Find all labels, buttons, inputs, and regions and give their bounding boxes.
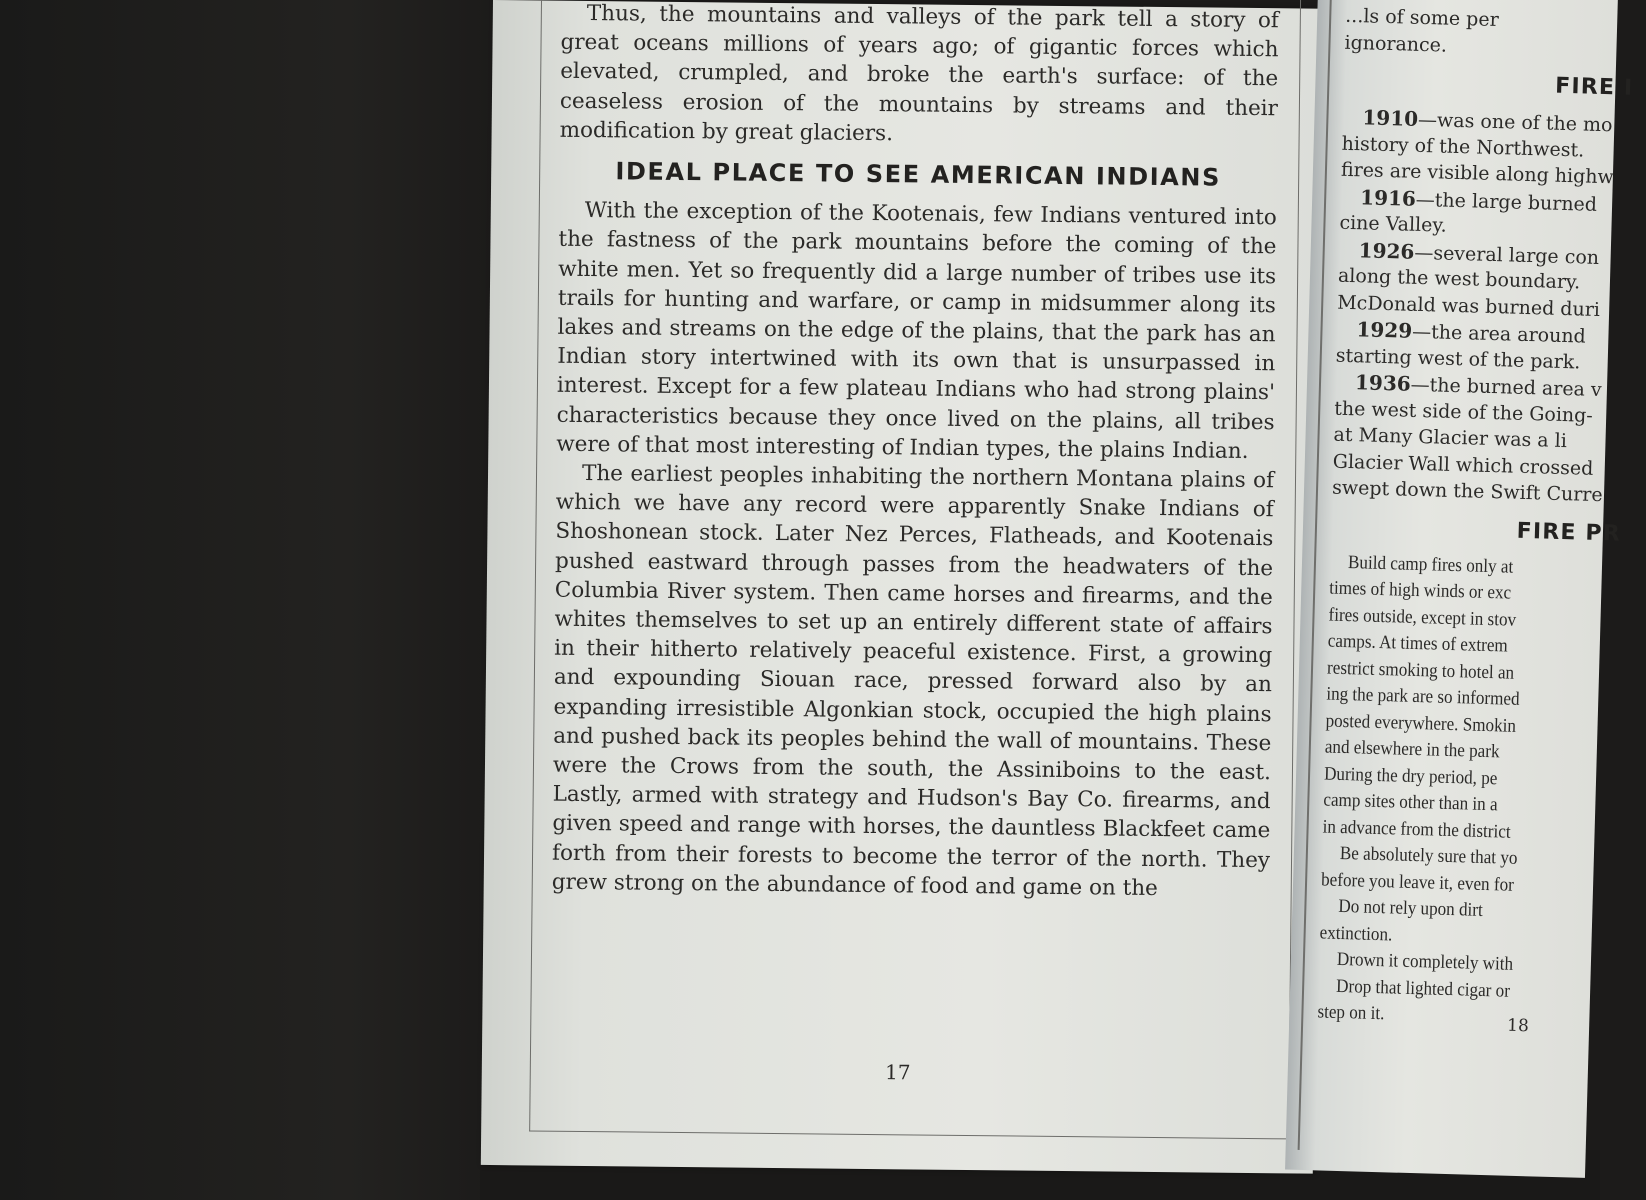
fire-prevention-line: Drop that lighted cigar or bbox=[1335, 975, 1511, 1002]
fire-prevention-line: in advance from the district bbox=[1322, 815, 1511, 843]
fire-prevention-line: camp sites other than in a bbox=[1323, 789, 1498, 816]
fire-history-text: —was one of the mo bbox=[1417, 108, 1613, 137]
fire-history-text: McDonald was burned duri bbox=[1336, 291, 1601, 321]
paragraph-indians-1: With the exception of the Kootenais, few Indians ventured into the fastness of the park mountains before the coming of the white men. Yet so frequently did a large number of tribes use its trails for hunting and warfare, or camp in midsummer along its lakes and streams on the edge of the plains, that the park has an Indian story intertwined with its own that is unsurpassed in interest. Except for a few plateau Indians who had strong plains' characteristics because they once lived on the plains, all tribes were of that most interesting of Indian types, the plains Indian. bbox=[556, 198, 1277, 464]
fire-prevention-line: camps. At times of extrem bbox=[1327, 630, 1509, 657]
section-heading: IDEAL PLACE TO SEE AMERICAN INDIANS bbox=[615, 157, 1222, 192]
intro-paragraph: Thus, the mountains and valleys of the park tell a story of great oceans millions of years ago; of gigantic forces which elevated, crumpled, and broke the earth's surface: of the ceaseless erosion of the mountains by streams and their modification by great glaciers. bbox=[559, 0, 1279, 147]
fire-history-text: —the area around bbox=[1411, 320, 1587, 348]
right-top-line: ...ls of some per bbox=[1344, 4, 1500, 32]
fire-year: 1929 bbox=[1356, 317, 1413, 343]
fire-prevention-list bbox=[1317, 549, 1630, 1034]
fire-history-text: history of the Northwest. bbox=[1341, 132, 1585, 161]
fire-history-text: cine Valley. bbox=[1339, 211, 1447, 237]
fire-year: 1936 bbox=[1354, 370, 1412, 396]
right-top-line: ignorance. bbox=[1344, 31, 1448, 57]
right-text-column bbox=[1317, 3, 1645, 1034]
left-page bbox=[481, 0, 1325, 1174]
text-column bbox=[552, 0, 1279, 904]
fire-year: 1916 bbox=[1359, 184, 1417, 211]
fire-history-text: the west side of the Going- bbox=[1334, 397, 1594, 427]
right-page bbox=[1285, 0, 1634, 1178]
fire-prevention-line: times of high winds or exc bbox=[1329, 577, 1512, 604]
fire-history-text: along the west boundary. bbox=[1337, 264, 1581, 294]
fire-history-text: —the large burned bbox=[1415, 188, 1598, 216]
fire-prevention-line: posted everywhere. Smokin bbox=[1325, 710, 1517, 737]
fire-history-text: swept down the Swift Curre bbox=[1331, 476, 1603, 507]
fire-prevention-line: restrict smoking to hotel an bbox=[1326, 657, 1515, 684]
fire-prevention-heading: FIRE PR bbox=[1516, 518, 1622, 547]
fire-prevention-line: before you leave it, even for bbox=[1320, 868, 1515, 896]
dark-background-left bbox=[0, 0, 495, 1200]
fire-history-text: starting west of the park. bbox=[1335, 344, 1581, 373]
fire-prevention-line: Do not rely upon dirt bbox=[1338, 895, 1484, 921]
fire-prevention-line: Be absolutely sure that yo bbox=[1339, 842, 1518, 869]
fire-prevention-line: extinction. bbox=[1319, 921, 1393, 945]
fire-prevention-line: step on it. bbox=[1317, 1001, 1385, 1025]
fire-history-text: at Many Glacier was a li bbox=[1333, 423, 1568, 453]
fire-history-text: —several large con bbox=[1414, 241, 1600, 269]
fire-prevention-line: ing the park are so informed bbox=[1326, 683, 1520, 710]
fire-history-list bbox=[1332, 104, 1643, 510]
fire-history-heading: FIRE I bbox=[1554, 73, 1634, 101]
fire-year: 1926 bbox=[1358, 237, 1415, 264]
fire-prevention-line: and elsewhere in the park bbox=[1324, 736, 1500, 763]
right-page-number: 18 bbox=[1506, 1015, 1530, 1037]
page-number: 17 bbox=[884, 1060, 911, 1085]
fire-prevention-line: Build camp fires only at bbox=[1347, 551, 1514, 578]
paragraph-indians-2: The earliest peoples inhabiting the northern Montana plains of which we have any record were apparently Snake Indians of Shoshonean stock. Later Nez Perces, Flatheads, and Kootenais pushed eastward through passes from the headwaters of the Columbia River system. Then came horses and firearms, and the whites themselves to set up an entirely different state of affairs in their hitherto relatively peaceful existence. First, a growing and expounding Siouan race, pressed forward also by an expanding irresistible Algonkian stock, occupied the high plains and pushed back its peoples behind the wall of mountains. These were the Crows from the south, the Assiniboins to the east. Lastly, armed with strategy and Hudson's Bay Co. firearms, and given speed and range with horses, the dauntless Blackfeet came forth from their forests to become the terror of the north. They grew strong on the abundance of food and game on the bbox=[551, 461, 1275, 901]
fire-history-text: fires are visible along highw bbox=[1340, 158, 1615, 189]
fire-history-text: —the burned area v bbox=[1410, 373, 1602, 402]
fire-history-text: Glacier Wall which crossed bbox=[1332, 450, 1594, 480]
fire-prevention-line: During the dry period, pe bbox=[1323, 762, 1498, 789]
fire-prevention-line: Drown it completely with bbox=[1336, 948, 1514, 975]
fire-prevention-line: fires outside, except in stov bbox=[1328, 604, 1517, 631]
fire-year: 1910 bbox=[1362, 105, 1419, 131]
